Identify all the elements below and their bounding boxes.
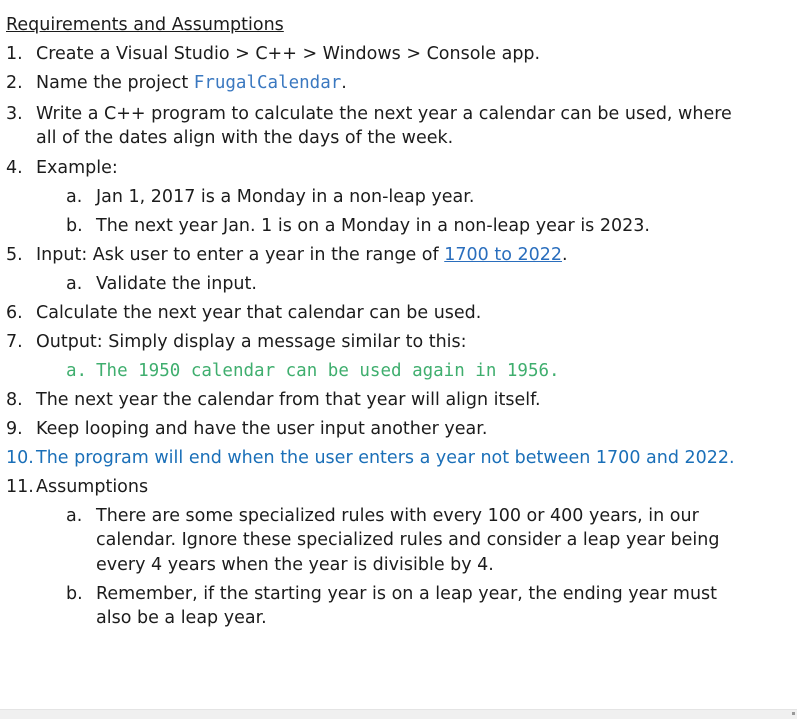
sub-text-line1: Remember, if the starting year is on a leap year, the ending year must — [96, 584, 718, 604]
list-text-line1: Write a C++ program to calculate the next year a calendar can be used, where — [36, 104, 732, 124]
list-number: 11. — [6, 477, 34, 497]
list-number: 5. — [6, 245, 23, 265]
sub-letter: a. — [66, 361, 88, 381]
sub-letter: b. — [66, 584, 83, 604]
list-number: 8. — [6, 390, 23, 410]
section-title: Requirements and Assumptions — [6, 15, 284, 35]
list-text-post: . — [562, 245, 568, 265]
list-text-pre: Input: Ask user to enter a year in the range of — [36, 245, 445, 265]
sub-text: Jan 1, 2017 is a Monday in a non-leap year. — [96, 187, 475, 207]
list-text: The program will end when the user enters a year not between 1700 and 2022. — [36, 448, 735, 468]
sub-letter: a. — [66, 506, 83, 526]
sub-text-line1: There are some specialized rules with every 100 or 400 years, in our — [96, 506, 699, 526]
list-text: Keep looping and have the user input another year. — [36, 419, 488, 439]
sub-text-line3: every 4 years when the year is divisible by 4. — [96, 555, 494, 575]
list-text-line2: all of the dates align with the days of the week. — [36, 128, 454, 148]
list-text: Example: — [36, 158, 118, 178]
list-text-pre: Name the project — [36, 73, 194, 93]
sub-text-line2: also be a leap year. — [96, 608, 267, 628]
list-number: 3. — [6, 104, 23, 124]
year-range-link[interactable]: 1700 to 2022 — [444, 245, 563, 265]
sub-text-line2: calendar. Ignore these specialized rules and consider a leap year being — [96, 530, 720, 550]
list-number: 7. — [6, 332, 23, 352]
sub-letter: a. — [66, 274, 83, 294]
sub-letter: b. — [66, 216, 83, 236]
list-text: The next year the calendar from that year will align itself. — [36, 390, 541, 410]
list-number: 1. — [6, 44, 23, 64]
project-name-code: FrugalCalendar — [193, 73, 342, 93]
list-text: Assumptions — [36, 477, 149, 497]
output-example: The 1950 calendar can be used again in 1956. — [96, 361, 560, 381]
list-number: 9. — [6, 419, 23, 439]
list-text: Calculate the next year that calendar can be used. — [36, 303, 482, 323]
list-text: Output: Simply display a message similar to this: — [36, 332, 467, 352]
sub-text: Validate the input. — [96, 274, 257, 294]
list-number: 4. — [6, 158, 23, 178]
list-text — [36, 244, 568, 266]
list-number: 10. — [6, 448, 34, 468]
list-text-post: . — [341, 73, 347, 93]
sub-text: The next year Jan. 1 is on a Monday in a non-leap year is 2023. — [96, 216, 650, 236]
list-text — [36, 72, 347, 94]
sub-letter: a. — [66, 187, 83, 207]
list-number: 6. — [6, 303, 23, 323]
list-text: Create a Visual Studio > C++ > Windows > Console app. — [36, 44, 541, 64]
resize-grip-icon[interactable] — [792, 712, 795, 715]
list-number: 2. — [6, 73, 23, 93]
